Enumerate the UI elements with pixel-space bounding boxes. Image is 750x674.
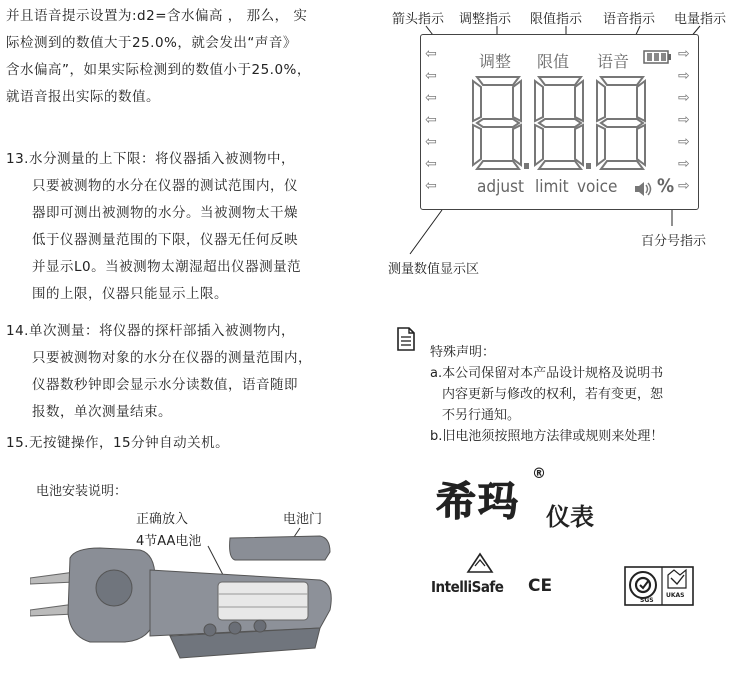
brand-logo: 希玛 [436, 478, 520, 525]
arrow-right-icon: ⇨ [678, 134, 690, 150]
lcd-label-adjust: 调整指示 [459, 12, 512, 27]
item-14 [6, 318, 312, 426]
battery-label-correct: 正确放入 [136, 512, 189, 527]
lcd-digit-display [469, 73, 649, 173]
arrow-left-icon: ⇦ [425, 46, 437, 62]
intro-line: 就语音报出实际的数值。 [6, 89, 160, 105]
item-13-line: 围的上限，仪器只能显示上限。 [32, 286, 228, 302]
item-13 [6, 146, 301, 308]
intro-line: 并且语音提示设置为:d2=含水偏高 ， 那么， 实 [6, 8, 308, 24]
arrow-right-icon: ⇨ [678, 112, 690, 128]
battery-label-cells: 4节AA电池 [136, 534, 202, 549]
notice-line: a.本公司保留对本产品设计规格及说明书 [430, 366, 664, 381]
lcd-percent-symbol: % [657, 175, 675, 197]
arrow-left-icon: ⇦ [425, 112, 437, 128]
item-15: 15.无按键操作，15分钟自动关机。 [6, 435, 230, 451]
item-14-line: 仪器数秒钟即会显示水分读数值，语音随即 [32, 377, 298, 393]
arrow-right-icon: ⇨ [678, 68, 690, 84]
speaker-icon [631, 180, 653, 198]
battery-level-icon [643, 49, 673, 65]
item-13-line: 器即可测出被测物的水分。当被测物太干燥 [32, 205, 298, 221]
lcd-left-arrows [425, 47, 437, 201]
ukas-mark: UKAS [666, 592, 685, 599]
battery-label-door: 电池门 [283, 512, 323, 527]
brand-suffix: 仪表 [546, 503, 594, 531]
notice-title: 特殊声明： [430, 345, 496, 360]
certification-seal-icon [624, 566, 694, 606]
notice-body [430, 363, 663, 447]
arrow-left-icon: ⇦ [425, 90, 437, 106]
lcd-adjust-segment: 调整 [479, 52, 512, 71]
notice-line: b.旧电池须按照地方法律或规则来处理！ [430, 429, 664, 444]
ce-mark: CE [528, 576, 553, 596]
arrow-left-icon: ⇦ [425, 156, 437, 172]
arrow-right-icon: ⇨ [678, 178, 690, 194]
lcd-label-battery: 电量指示 [674, 12, 727, 27]
item-13-line: 只要被测物的水分在仪器的测试范围内，仪 [32, 178, 298, 194]
intellisafe-logo: IntelliSafe [431, 578, 504, 596]
lcd-limit-segment: 限值 [537, 52, 570, 71]
arrow-right-icon: ⇨ [678, 156, 690, 172]
lcd-right-arrows [678, 47, 690, 201]
intellisafe-triangle-icon [466, 552, 494, 574]
arrow-right-icon: ⇨ [678, 90, 690, 106]
notice-line: 不另行通知。 [442, 408, 521, 423]
item-13-line: 低于仪器测量范围的下限，仪器无任何反映 [32, 232, 298, 248]
item-13-line: 并显示L0。当被测物太潮湿超出仪器测量范 [32, 259, 302, 275]
lcd-adjust-word: adjust [477, 177, 524, 197]
lcd-label-display: 测量数值显示区 [388, 262, 480, 277]
arrow-left-icon: ⇦ [425, 134, 437, 150]
arrow-left-icon: ⇦ [425, 178, 437, 194]
lcd-label-limit: 限值指示 [530, 12, 583, 27]
lcd-screen [420, 34, 699, 210]
lcd-label-arrow: 箭头指示 [392, 12, 445, 27]
intro-paragraph [6, 3, 311, 111]
arrow-right-icon: ⇨ [678, 46, 690, 62]
item-14-line: 只要被测物对象的水分在仪器的测量范围内， [32, 350, 312, 366]
battery-title: 电池安装说明： [36, 484, 128, 499]
item-14-line: 报数，单次测量结束。 [32, 404, 172, 420]
lcd-label-percent: 百分号指示 [641, 234, 707, 249]
lcd-voice-segment: 语音 [597, 52, 630, 71]
notice-line: 内容更新与修改的权利，若有变更，恕 [442, 387, 664, 402]
battery-device-illustration [30, 518, 360, 668]
document-icon [396, 326, 416, 352]
lcd-voice-word: voice [577, 177, 618, 197]
arrow-left-icon: ⇦ [425, 68, 437, 84]
item-14-line: 14.单次测量：将仪器的探杆部插入被测物内， [6, 323, 295, 339]
lcd-label-voice: 语音指示 [603, 12, 656, 27]
sgs-mark: SGS [640, 597, 654, 604]
lcd-limit-word: limit [535, 177, 569, 197]
intro-line: 际检测到的数值大于25.0%，就会发出“声音》 [6, 35, 297, 51]
item-13-line: 13.水分测量的上下限：将仪器插入被测物中， [6, 151, 295, 167]
brand-registered: ® [532, 466, 546, 482]
intro-line: 含水偏高”，如果实际检测到的数值小于25.0%， [6, 62, 311, 78]
